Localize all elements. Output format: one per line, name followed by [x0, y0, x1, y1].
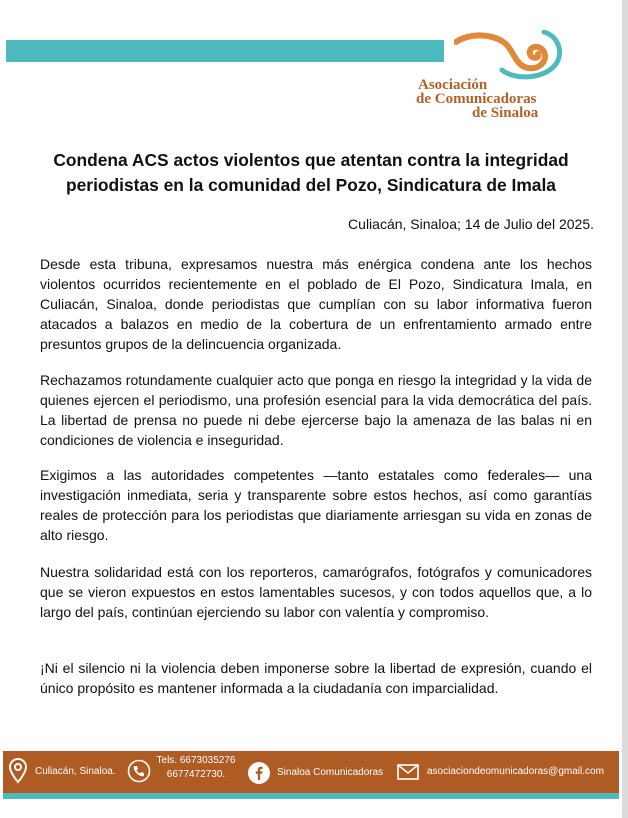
footer-location: Culiacán, Sinaloa.	[35, 766, 116, 777]
footer-facebook: Sinaloa Comunicadoras	[277, 767, 384, 778]
logo-line-3: de Sinaloa	[472, 105, 539, 121]
title-line-1: Condena ACS actos violentos que atentan contra la integridad	[53, 150, 569, 170]
title-line-2: periodistas en la comunidad del Pozo, Sindicatura de Imala	[66, 175, 556, 195]
spiral-logo-icon	[454, 30, 564, 80]
footer-bar	[3, 751, 619, 793]
footer-phone-1: Tels. 6673035276	[156, 755, 236, 766]
phone-icon	[127, 759, 151, 783]
facebook-icon	[247, 761, 271, 785]
paragraph-2: Rechazamos rotundamente cualquier acto que ponga en riesgo la integridad y la vida de quienes ejercen el periodismo, una profesión esencial para la vida democrática del país. La libertad de prensa no puede ni debe ejercerse bajo la amenaza de las balas ni en condiciones de violencia e inseguridad.	[40, 372, 592, 448]
paragraph-3: Exigimos a las autoridades competentes —tanto estatales como federales— una investigación inmediata, seria y transparente sobre estos hechos, así como garantías reales de protección para los periodistas que diariamente arriesgan su vida en zonas de alto riesgo.	[40, 467, 592, 543]
document-date: Culiacán, Sinaloa; 14 de Julio del 2025.	[348, 216, 594, 232]
footer-email: asociaciondeomunicadoras@gmail.com	[427, 766, 604, 777]
logo-text	[414, 78, 564, 120]
mail-icon	[397, 764, 419, 780]
association-logo	[414, 30, 584, 122]
document-title	[20, 148, 602, 198]
header-accent-bar	[6, 40, 444, 62]
footer-accent-strip	[3, 793, 619, 799]
paragraph-4: Nuestra solidaridad está con los reporteros, camarógrafos, fotógrafos y comunicadores que se vieron expuestos en estos lamentables sucesos, y con todos aquellos que, a lo largo del país, continúan ejerciendo su labor con valentía y compromiso.	[40, 564, 592, 620]
logo-line-2: de Comunicadoras	[416, 91, 537, 107]
paragraph-1: Desde esta tribuna, expresamos nuestra más enérgica condena ante los hechos violentos ocurridos recientemente en el poblado de El Pozo, Sindicatura Imala, en Culiacán, Sinaloa, donde periodistas que cumplían con su labor informativa fueron atacados a balazos en medio de la cobertura de un enfrentamiento armado entre presuntos grupos de la delincuencia organizada.	[40, 256, 592, 352]
logo-line-1: Asociación	[418, 77, 488, 93]
paragraph-5: ¡Ni el silencio ni la violencia deben imponerse sobre la libertad de expresión, cuando el único propósito es mantener informada a la ciudadanía con imparcialidad.	[40, 660, 592, 696]
location-pin-icon	[9, 758, 27, 784]
footer-phone-2: 6677472730.	[166, 769, 226, 780]
